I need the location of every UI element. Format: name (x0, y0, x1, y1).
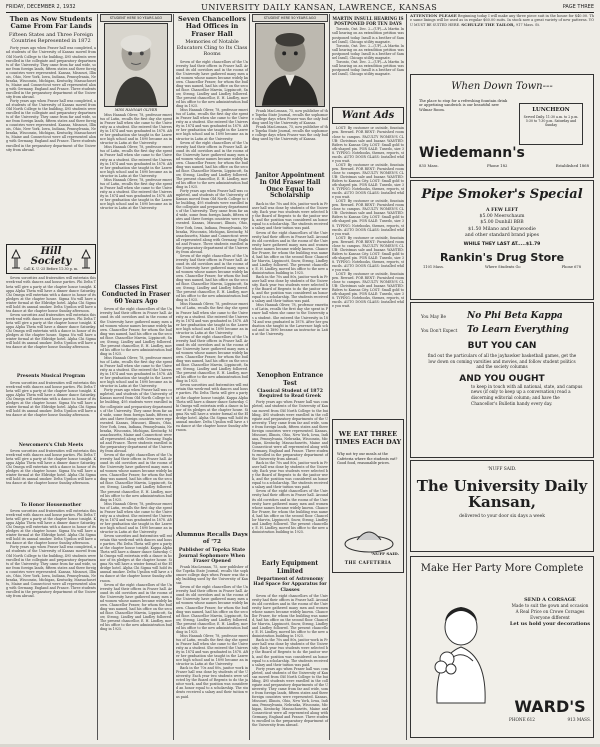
column-divider (406, 14, 407, 740)
pipe-item: A FEW LEFT (485, 208, 519, 213)
portrait-man-image (256, 24, 324, 106)
portrait-photo (255, 23, 325, 107)
wiedemann-established: Established 1868 (555, 163, 589, 168)
article-janitor: Back in the 70s and 80s, janitor work in Fraser hall was done by students of the University. Each year two students were selected by the Board of Regents to do the janitor work, and the position was considered an honor equal to a scholarship. The students received a salary and their tuition was paid. Seven of the eight chancellors of the University had their offices in Fraser hall. Around its old corridors and in the rooms of the University have gathered many men and women whose names became widely known. Chancellor Fraser, for whom the building was named, had his office on the second floor. Chancellor Marvin, Lippincott, Snow, Strong, Lindley and Lindley followed. The present chancellor, E. H. Lindley, moved his office to the new administration building in 1925. Back in the 70s and 80s, janitor work in Fraser hall was done by students of the University. Each year two students were selected by the Board of Regents to do the janitor work, and the position was considered an honor equal to a scholarship. The students received a salary and their tuition was paid. Miss Hannah Oliver, 78, professor emeritus of Latin, recalls the first day she spent in Fraser hall when she came to the University as a student. She entered the University in 1874 and was graduated in 1878. After her graduation she taught in the Lawrence high school and in 1890 became an instructor in Latin at the University. (252, 202, 328, 336)
udk-delivery: delivered to your door six days a week (459, 514, 545, 519)
wiedemann-address (419, 163, 589, 168)
column-4 (252, 14, 328, 728)
hill-society-sub: Call K. U.-25 Before 11:30 p. m. (23, 267, 79, 272)
wards-line: Let us hold your decorations (509, 621, 591, 627)
pipe-headline: Pipe Smoker's Special (421, 187, 583, 202)
promo-row (411, 311, 593, 321)
pipe-price: WHILE THEY LAST AT.....$1.79 (463, 242, 541, 248)
subhead-chancellors: Memories of Notable Educators Cling to Its Class Rooms (176, 39, 248, 57)
kansan-promo-ad (410, 302, 594, 458)
subhead-xenophon: Classical Student of 1872 Required to Read Greek (257, 389, 323, 400)
article-equipment: Seven of the eight chancellors of the University had their offices in Fraser hall. Around its old corridors and in the rooms of the University have gathered many men and women whose names became widely known. Chancellor Fraser, for whom the building was named, had his office on the second floor. Chancellor Marvin, Lippincott, Snow, Strong, Lindley and Lindley followed. The present chancellor, E. H. Lindley, moved his office to the new administration building in 1925. Back in the 70s and 80s, janitor work in Fraser hall was done by students of the University. Each year two students were selected by the Board of Regents to do the janitor work, and the position was considered an honor equal to a scholarship. The students received a salary and their tuition was paid. Forty years ago when Fraser hall was completed, and students of the University of Kansas moved from Old North College to the building, 495 students were enrolled in the collegiate and preparatory departments of the University. They came from far and wide, some from foreign lands, fifteen states and three foreign countries were represented. Kansas, Missouri, Illinois, Ohio, New York, Iowa, Indiana, Pennsylvania, Nebraska, Wisconsin, Michigan, Kentucky, Massachusetts, Maine and Connecticut were all represented along with Germany, England and France. Three students enrolled in the preparatory department of the University from abroad. (252, 593, 328, 728)
article-alumnus: Frank MacLennan, 75, now publisher of the Topeka State Journal, recalls the sophomore college days when Fraser was the only building used by the University of Kansas. Seven of the eight chancellors of the University had their offices in Fraser hall. Around its old corridors and in the rooms of the University have gathered many men and women whose names became widely known. Chancellor Fraser, for whom the building was named, had his office on the second floor. Chancellor Marvin, Lippincott, Snow, Strong, Lindley and Lindley followed. The present chancellor, E. H. Lindley, moved his office to the new administration building in 1925. Miss Hannah Oliver, 78, professor emeritus of Latin, recalls the first day she spent in Fraser hall when she came to the University as a student. She entered the University in 1874 and was graduated in 1878. After her graduation she taught in the Lawrence high school and in 1890 became an instructor in Latin at the University. Back in the 70s and 80s, janitor work in Fraser hall was done by students of the University. Each year two students were selected by the Board of Regents to do the janitor work, and the position was considered an honor equal to a scholarship. The students received a salary and their tuition was paid. (176, 565, 248, 699)
article-classes: Seven of the eight chancellors of the University had their offices in Fraser hall. Around its old corridors and in the rooms of the University have gathered many men and women whose names became widely known. Chancellor Fraser, for whom the building was named, had his office on the second floor. Chancellor Marvin, Lippincott, Snow, Strong, Lindley and Lindley followed. The present chancellor, E. H. Lindley, moved his office to the new administration building in 1925. Miss Hannah Oliver, 78, professor emeritus of Latin, recalls the first day she spent in Fraser hall when she came to the University as a student. She entered the University in 1874 and was graduated in 1878. After her graduation she taught in the Lawrence high school and in 1890 became an instructor in Latin at the University. Forty years ago when Fraser hall was completed, and students of the University of Kansas moved from Old North College to the building, 495 students were enrolled in the collegiate and preparatory departments of the University. They came from far and wide, some from foreign lands, fifteen states and three foreign countries were represented. Kansas, Missouri, Illinois, Ohio, New York, Iowa, Indiana, Pennsylvania, Nebraska, Wisconsin, Michigan, Kentucky, Massachusetts, Maine and Connecticut were all represented along with Germany, England and France. Three students enrolled in the preparatory department of the University from abroad. Seven of the eight chancellors of the University had their offices in Fraser hall. Around its old corridors and in the rooms of the University have gathered many men and women whose names became widely known. Chancellor Fraser, for whom the building was named, had his office on the second floor. Chancellor Marvin, Lippincott, Snow, Strong, Lindley and Lindley followed. The present chancellor, E. H. Lindley, moved his office to the new administration building in 1925. Miss Hannah Oliver, 78, professor emeritus of Latin, recalls the first day she spent in Fraser hall when she came to the University as a student. She entered the University in 1874 and was graduated in 1878. After her graduation she taught in the Lawrence high school and in 1890 became an instructor in Latin at the University. Seven sororities and fraternities will entertain this week-end with dances and house parties. Phi Delta Theta will give a party at the chapter house tonight. Kappa Alpha Theta will have a dinner dance Saturday. Chi Omega will entertain with a dance in honor of its pledges at the chapter house. Sigma Nu will have a winter formal at the Eldridge hotel. Alpha Chi Sigma will hold its annual smoker. Delta Upsilon will have a tea dance at the chapter house Sunday afternoon. Seven of the eight chancellors of the University had their offices in Fraser hall. Around its old corridors and in the rooms of the University have gathered many men and women whose names became widely known. Chancellor Fraser, for whom the building was named, had his office on the second floor. Chancellor Marvin, Lippincott, Snow, Strong, Lindley and Lindley followed. The present chancellor, E. H. Lindley, moved his office to the new administration building in 1925. (100, 307, 173, 632)
headline-janitor: Janitor Appointment In Old Fraser Hall Once Equal to Scholarship (255, 172, 325, 200)
subhead-presents: Presents Musical Program (16, 374, 86, 380)
udk-nuff: 'NUFF SAID. (487, 467, 517, 472)
wards-details (509, 597, 591, 627)
rankins-address (411, 264, 593, 269)
wards-headline: Make Her Party More Complete (420, 563, 584, 574)
masthead-rule (6, 12, 594, 13)
luncheon-title: LUNCHEON (532, 107, 570, 113)
wiedemann-text: The place to stop for a refreshing fountain drink or appetizing sandwich is our beautiful new Wilmar Room. (419, 99, 508, 112)
column-divider (249, 14, 250, 740)
headline-insull: MARTIN INSULL HEARING IS POSTPONED FOR TEN DAYS (332, 16, 404, 27)
rankins-name: Rankin's Drug Store (439, 251, 565, 265)
udk-title: The University Daily Kansan, (416, 477, 588, 511)
wards-line: Made to suit the gown and occasion (511, 603, 589, 608)
pipe-item: and other standard brand pipes (465, 232, 539, 238)
pipe-item: $5.00 Dunhill BBB (480, 220, 524, 226)
masthead-date: FRIDAY, DECEMBER 2, 1932 (6, 4, 76, 10)
headline-chancellors: Seven Chancellors Had Offices in Fraser Hall (178, 15, 246, 38)
wards-send: SEND A CORSAGE (524, 597, 576, 603)
wards-phone: PHONE 612 (509, 717, 535, 722)
promo-right: No Phi Beta Kappa (467, 311, 563, 321)
cafeteria-footer: THE CAFETERIA (344, 561, 392, 567)
hill-society-title: Hill Society (30, 246, 72, 268)
headline-equipment: Early Equipment Limited (261, 560, 319, 575)
headline-xenophon: Xenophon Entrance Test (256, 372, 324, 387)
article-presents: Seven sororities and fraternities will entertain this week-end with dances and house parties. Phi Delta Theta will give a party at the chapter house tonight. Kappa Alpha Theta will have a dinner dance Saturday. Chi Omega will entertain with a dance in honor of its pledges at the chapter house. Sigma Nu will have a winter formal at the Eldridge hotel. Alpha Chi Sigma will hold its annual smoker. Delta Upsilon will have a tea dance at the chapter house Sunday afternoon. (6, 380, 96, 417)
headline-classes: Classes First Conducted in Fraser 60 Years Ago (101, 284, 171, 305)
portrait-caption: MISS HANNAH OLIVER (114, 108, 158, 112)
headline-alumnus: Alumnus Recalls Days of '72 (176, 531, 248, 546)
promo-text: find out the particulars of all the jayhawker basketball games, get the low down on coming varsities and movies, and follow student politics and the society columns (427, 353, 577, 370)
pipe-item: $5.00 Meerschaum (479, 214, 525, 220)
cafeteria-ad (332, 419, 404, 573)
want-ads-title: Want Ads (341, 110, 395, 122)
rankins-phone: Phone 678 (561, 265, 581, 270)
headline-far-lands: Then as Now Students Came From Far Lands (9, 15, 93, 31)
attention-body: Beginning today I will make any three piece suit in the house for $40.00. The same linings will be used as in regular $60.00 suits. In stock now a great variety of new patterns. YOU MUST BE SUITED HERE. (410, 14, 594, 27)
wiedemann-phone: Phone 182 (486, 163, 508, 168)
wards-ad (410, 556, 594, 738)
cafeteria-text: Why not try our meals at the Cafeteria where the students eat? Good food, reasonable prices. (337, 452, 398, 465)
hill-society-text: Seven sororities and fraternities will entertain this week-end with dances and house parties. Phi Delta Theta will give a party at the chapter house tonight. Kappa Alpha Theta will have a dinner dance Saturday. Chi Omega will entertain with a dance in honor of its pledges at the chapter house. Sigma Nu will have a winter formal at the Eldridge hotel. Alpha Chi Sigma will hold its annual smoker. Delta Upsilon will have a tea dance at the chapter house Sunday afternoon. Seven sororities and fraternities will entertain this week-end with dances and house parties. Phi Delta Theta will give a party at the chapter house tonight. Kappa Alpha Theta will have a dinner dance Saturday. Chi Omega will entertain with a dance in honor of its pledges at the chapter house. Sigma Nu will have a winter formal at the Eldridge hotel. Alpha Chi Sigma will hold its annual smoker. Delta Upsilon will have a tea dance at the chapter house Sunday afternoon. (6, 276, 96, 350)
article-oliver: Miss Hannah Oliver, 78, professor emeritus of Latin, recalls the first day she spent in Fraser hall when she came to the University as a student. She entered the University in 1874 and was graduated in 1878. After her graduation she taught in the Lawrence high school and in 1890 became an instructor in Latin at the University. Miss Hannah Oliver, 78, professor emeritus of Latin, recalls the first day she spent in Fraser hall when she came to the University as a student. She entered the University in 1874 and was graduated in 1878. After her graduation she taught in the Lawrence high school and in 1890 became an instructor in Latin at the University. Miss Hannah Oliver, 78, professor emeritus of Latin, recalls the first day she spent in Fraser hall when she came to the University as a student. She entered the University in 1874 and was graduated in 1878. After her graduation she taught in the Lawrence high school and in 1890 became an instructor in Latin at the University. (100, 113, 172, 211)
promo-but-you-can: BUT YOU CAN (467, 341, 537, 351)
article-chancellors: Seven of the eight chancellors of the University had their offices in Fraser hall. Around its old corridors and in the rooms of the University have gathered many men and women whose names became widely known. Chancellor Fraser, for whom the building was named, had his office on the second floor. Chancellor Marvin, Lippincott, Snow, Strong, Lindley and Lindley followed. The present chancellor, E. H. Lindley, moved his office to the new administration building in 1925. Miss Hannah Oliver, 78, professor emeritus of Latin, recalls the first day she spent in Fraser hall when she came to the University as a student. She entered the University in 1874 and was graduated in 1878. After her graduation she taught in the Lawrence high school and in 1890 became an instructor in Latin at the University. Seven of the eight chancellors of the University had their offices in Fraser hall. Around its old corridors and in the rooms of the University have gathered many men and women whose names became widely known. Chancellor Fraser, for whom the building was named, had his office on the second floor. Chancellor Marvin, Lippincott, Snow, Strong, Lindley and Lindley followed. The present chancellor, E. H. Lindley, moved his office to the new administration building in 1925. Forty years ago when Fraser hall was completed, and students of the University of Kansas moved from Old North College to the building, 495 students were enrolled in the collegiate and preparatory departments of the University. They came from far and wide, some from foreign lands, fifteen states and three foreign countries were represented. Kansas, Missouri, Illinois, Ohio, New York, Iowa, Indiana, Pennsylvania, Nebraska, Wisconsin, Michigan, Kentucky, Massachusetts, Maine and Connecticut were all represented along with Germany, England and France. Three students enrolled in the preparatory department of the University from abroad. Seven of the eight chancellors of the University had their offices in Fraser hall. Around its old corridors and in the rooms of the University have gathered many men and women whose names became widely known. Chancellor Fraser, for whom the building was named, had his office on the second floor. Chancellor Marvin, Lippincott, Snow, Strong, Lindley and Lindley followed. The present chancellor, E. H. Lindley, moved his office to the new administration building in 1925. Miss Hannah Oliver, 78, professor emeritus of Latin, recalls the first day she spent in Fraser hall when she came to the University as a student. She entered the University in 1874 and was graduated in 1878. After her graduation she taught in the Lawrence high school and in 1890 became an instructor in Latin at the University. Seven of the eight chancellors of the University had their offices in Fraser hall. Around its old corridors and in the rooms of the University have gathered many men and women whose names became widely known. Chancellor Fraser, for whom the building was named, had his office on the second floor. Chancellor Marvin, Lippincott, Snow, Strong, Lindley and Lindley followed. The present chancellor, E. H. Lindley, moved his office to the new administration building in 1925. Seven sororities and fraternities will entertain this week-end with dances and house parties. Phi Delta Theta will give a party at the chapter house tonight. Kappa Alpha Theta will have a dinner dance Saturday. Chi Omega will entertain with a dance in honor of its pledges at the chapter house. Sigma Nu will have a winter formal at the Eldridge hotel. Alpha Chi Sigma will hold its annual smoker. Delta Upsilon will have a tea dance at the chapter house Sunday afternoon. (176, 59, 249, 432)
column-1 (6, 14, 96, 599)
lamp-icon (9, 248, 23, 270)
portrait-photo (104, 23, 168, 107)
attention-sign: SCHULZE THE TAILOR, (461, 21, 515, 27)
column-5 (332, 14, 404, 573)
photo-label: STUDENT HERE 50 YEARS AGO (100, 14, 172, 22)
wards-line: Everyone different (530, 615, 570, 620)
attention-text (410, 14, 594, 27)
udk-subscription-ad (410, 460, 594, 552)
rankins-tagline: Where Students Go (485, 265, 521, 270)
wiedemann-headline: When Down Town--- (451, 81, 553, 92)
want-ads-list: LOST: By customer or outside, fountain pen. Reward. FOR RENT: Furnished room close to campus. FACULTY WOMEN'S CLUB: Christmas sale and bazaar. WANTED: Riders to Kansas City. LOST: Small gold tooth-shaped pin. FOR SALE: Tuxedo, size 38. TYPING: Notebooks, themes, reports, stencils. AUTO DOOR GLASS: Installed while you wait. LOST: By customer or outside, fountain pen. Reward. FOR RENT: Furnished room close to campus. FACULTY WOMEN'S CLUB: Christmas sale and bazaar. WANTED: Riders to Kansas City. LOST: Small gold tooth-shaped pin. FOR SALE: Tuxedo, size 38. TYPING: Notebooks, themes, reports, stencils. AUTO DOOR GLASS: Installed while you wait. LOST: By customer or outside, fountain pen. Reward. FOR RENT: Furnished room close to campus. FACULTY WOMEN'S CLUB: Christmas sale and bazaar. WANTED: Riders to Kansas City. LOST: Small gold tooth-shaped pin. FOR SALE: Tuxedo, size 38. TYPING: Notebooks, themes, reports, stencils. AUTO DOOR GLASS: Installed while you wait. LOST: By customer or outside, fountain pen. Reward. FOR RENT: Furnished room close to campus. FACULTY WOMEN'S CLUB: Christmas sale and bazaar. WANTED: Riders to Kansas City. LOST: Small gold tooth-shaped pin. FOR SALE: Tuxedo, size 38. TYPING: Notebooks, themes, reports, stencils. AUTO DOOR GLASS: Installed while you wait. LOST: By customer or outside, fountain pen. Reward. FOR RENT: Furnished room close to campus. FACULTY WOMEN'S CLUB: Christmas sale and bazaar. WANTED: Riders to Kansas City. LOST: Small gold tooth-shaped pin. FOR SALE: Tuxedo, size 38. TYPING: Notebooks, themes, reports, stencils. AUTO DOOR GLASS: Installed while you wait. (332, 126, 404, 309)
want-ads-box (332, 107, 404, 124)
masthead (6, 2, 594, 12)
promo-right: To Learn Everything (467, 325, 569, 335)
masthead-page: PAGE THREE (562, 4, 594, 10)
pipe-item: $1.50 Milano and Kaywoodie (468, 226, 536, 232)
article-insull: Toronto, Ont. Dec. 2—(UP)—A Martin Insull hearing on an extradition petition was postponed today. Insull is a brother of Samuel Insull, Chicago utility magnate. Toronto, Ont. Dec. 2—(UP)—A Martin Insull hearing on an extradition petition was postponed today. Insull is a brother of Samuel Insull, Chicago utility magnate. Toronto, Ont. Dec. 2—(UP)—A Martin Insull hearing on an extradition petition was postponed today. Insull is a brother of Samuel Insull, Chicago utility magnate. (332, 27, 404, 76)
promo-and-you-ought: AND YOU OUGHT (459, 373, 545, 384)
attention-title: ATTENTION PLEASE (410, 13, 457, 18)
attention-ad (410, 14, 594, 72)
article-newcomers: Seven sororities and fraternities will entertain this week-end with dances and house parties. Phi Delta Theta will give a party at the chapter house tonight. Kappa Alpha Theta will have a dinner dance Saturday. Chi Omega will entertain with a dance in honor of its pledges at the chapter house. Sigma Nu will have a winter formal at the Eldridge hotel. Alpha Chi Sigma will hold its annual smoker. Delta Upsilon will have a tea dance at the chapter house Sunday afternoon. (6, 448, 96, 486)
column-2 (100, 14, 172, 747)
article-honor: Seven sororities and fraternities will entertain this week-end with dances and house parties. Phi Delta Theta will give a party at the chapter house tonight. Kappa Alpha Theta will have a dinner dance Saturday. Chi Omega will entertain with a dance in honor of its pledges at the chapter house. Sigma Nu will have a winter formal at the Eldridge hotel. Alpha Chi Sigma will hold its annual smoker. Delta Upsilon will have a tea dance at the chapter house Sunday afternoon. Forty years ago when Fraser hall was completed, and students of the University of Kansas moved from Old North College to the building, 495 students were enrolled in the collegiate and preparatory departments of the University. They came from far and wide, some from foreign lands, fifteen states and three foreign countries were represented. Kansas, Missouri, Illinois, Ohio, New York, Iowa, Indiana, Pennsylvania, Nebraska, Wisconsin, Michigan, Kentucky, Massachusetts, Maine and Connecticut were all represented along with Germany, England and France. Three students enrolled in the preparatory department of the University from abroad. (6, 509, 96, 598)
promo-left: You May Be (421, 314, 446, 319)
wards-line: A Real Price on Crowe Corsages (515, 609, 585, 614)
column-divider (329, 14, 330, 740)
subhead-honor: To Honor Housemother (20, 502, 82, 508)
wards-contact (509, 717, 591, 722)
hill-society-banner (6, 244, 96, 274)
promo-text-2: to keep in touch with all national, state, and campus news (if only to keep up a conversation) read a discerning editorial column; and have the Chancellor's Bulletin handy every day. (471, 383, 583, 406)
column-3 (176, 14, 248, 735)
masthead-title: UNIVERSITY DAILY KANSAN, LAWRENCE, KANSAS (201, 2, 438, 12)
portrait-woman-image (105, 24, 167, 106)
subhead-far-lands: Fifteen States and Three Foreign Countries Represented in 1872 (8, 31, 94, 44)
lamp-icon (79, 248, 93, 270)
subhead-publisher: Publisher of Topeka State Journal Sophomore When Fraser Opened (178, 548, 246, 564)
rankins-street: 1101 Mass. (423, 265, 444, 270)
luncheon-box (519, 103, 583, 145)
wiedemann-name: Wiedemann's (419, 145, 525, 161)
promo-left: You Don't Expect (421, 328, 458, 333)
attention-addr: 917 Mass. St. (515, 22, 541, 27)
article-xenophon: Forty years ago when Fraser hall was completed, and students of the University of Kansas moved from Old North College to the building, 495 students were enrolled in the collegiate and preparatory departments of the University. They came from far and wide, some from foreign lands, fifteen states and three foreign countries were represented. Kansas, Missouri, Illinois, Ohio, New York, Iowa, Indiana, Pennsylvania, Nebraska, Wisconsin, Michigan, Kentucky, Massachusetts, Maine and Connecticut were all represented along with Germany, England and France. Three students enrolled in the preparatory department of the University from abroad. Back in the 70s and 80s, janitor work in Fraser hall was done by students of the University. Each year two students were selected by the Board of Regents to do the janitor work, and the position was considered an honor equal to a scholarship. The students received a salary and their tuition was paid. Seven of the eight chancellors of the University had their offices in Fraser hall. Around its old corridors and in the rooms of the University have gathered many men and women whose names became widely known. Chancellor Fraser, for whom the building was named, had his office on the second floor. Chancellor Marvin, Lippincott, Snow, Strong, Lindley and Lindley followed. The present chancellor, E. H. Lindley, moved his office to the new administration building in 1925. (252, 400, 328, 534)
photo-label: STUDENT HERE 50 YEARS AGO (252, 14, 328, 22)
pipe-ad (410, 180, 594, 300)
article-maclennan: Frank MacLennan, 75, now publisher of the Topeka State Journal, recalls the sophomore college days when Fraser was the only building used by the University of Kansas. Frank MacLennan, 75, now publisher of the Topeka State Journal, recalls the sophomore college days when Fraser was the only building used by the University of Kansas. (252, 109, 328, 142)
luncheon-hours: Served Daily. 11:30 a.m. to 2 p.m. 5:30 to 7:30 p.m. Saturday and Sunday (523, 115, 579, 128)
cafeteria-headline: WE EAT THREE TIMES EACH DAY (334, 430, 402, 447)
promo-row (411, 325, 593, 335)
column-divider (97, 14, 98, 740)
wards-name: WARD'S (514, 697, 586, 716)
cafeteria-nuff: 'NUFF SAID. (370, 551, 399, 557)
corsage-lady-illustration (417, 597, 503, 703)
wiedemann-address-street: 835 Mass. (419, 163, 439, 168)
wiedemann-ad (410, 74, 594, 178)
article-far-lands: Forty years ago when Fraser hall was completed, and students of the University of Kansas moved from Old North College to the building, 495 students were enrolled in the collegiate and preparatory departments of the University. They came from far and wide, some from foreign lands, fifteen states and three foreign countries were represented. Kansas, Missouri, Illinois, Ohio, New York, Iowa, Indiana, Pennsylvania, Nebraska, Wisconsin, Michigan, Kentucky, Massachusetts, Maine and Connecticut were all represented along with Germany, England and France. Three students enrolled in the preparatory department of the University from abroad. Forty years ago when Fraser hall was completed, and students of the University of Kansas moved from Old North College to the building, 495 students were enrolled in the collegiate and preparatory departments of the University. They came from far and wide, some from foreign lands, fifteen states and three foreign countries were represented. Kansas, Missouri, Illinois, Ohio, New York, Iowa, Indiana, Pennsylvania, Nebraska, Wisconsin, Michigan, Kentucky, Massachusetts, Maine and Connecticut were all represented along with Germany, England and France. Three students enrolled in the preparatory department of the University from abroad. (6, 46, 96, 152)
column-divider (173, 14, 174, 740)
subhead-equipment: Department of Astronomy Had Space for Apparatus for Classes (253, 577, 327, 593)
pipe-list (411, 208, 593, 239)
subhead-newcomers: Newcomers's Club Meets (18, 442, 84, 448)
wards-address: 913 MASS. (567, 717, 591, 722)
